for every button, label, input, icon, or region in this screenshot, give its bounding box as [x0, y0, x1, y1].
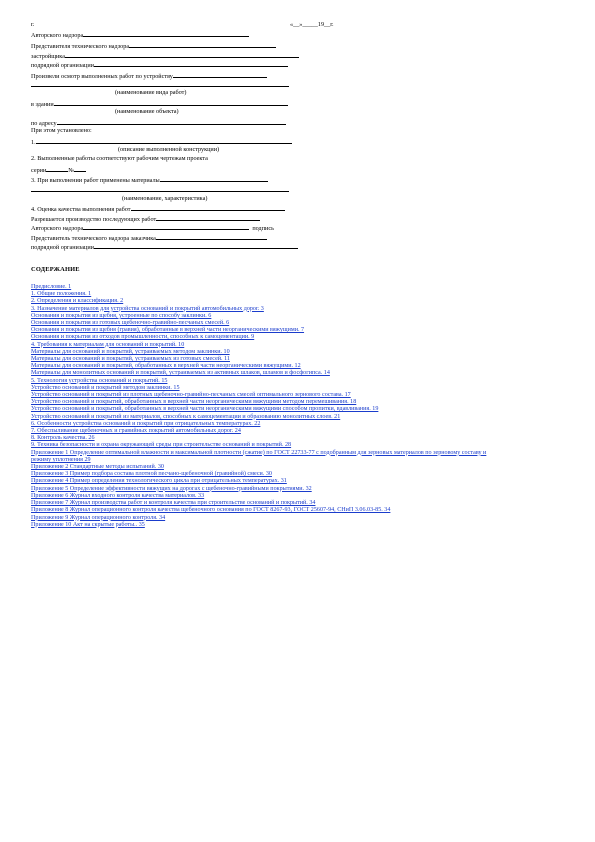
form-line: Авторского надзора [31, 30, 249, 39]
toc-title: СОДЕРЖАНИЕ [31, 266, 80, 273]
form-line: 3. При выполнении работ применены материалы [31, 175, 268, 184]
form-line: Разрешается производство последующих работ [31, 214, 260, 223]
toc-link[interactable]: Устройство оснований и покрытий из материалов, способных к самоцементации и образованию монолитных слоев. 21 [31, 413, 341, 420]
toc-link[interactable]: Приложение 9 Журнал операционного контроля. 34 [31, 514, 166, 521]
toc-link[interactable]: Основания и покрытия из щебня, устроенные по способу заклинки. 6 [31, 312, 212, 319]
toc-link[interactable]: Приложение 2 Стандартные методы испытаний. 30 [31, 464, 164, 471]
toc-link[interactable]: Устройство оснований и покрытий из плотных щебеночно-гравийно-песчаных смесей оптимального зернового состава. 17 [31, 392, 351, 399]
blank-line [31, 185, 289, 194]
form-line: Авторского надзора подпись [31, 225, 274, 232]
toc-link[interactable]: 3. Назначение материалов для устройства оснований и покрытий автомобильных дорог. 3 [31, 305, 264, 312]
toc-link[interactable]: 2. Определения и классификация. 2 [31, 298, 124, 305]
caption-materials: (наименование, характеристика) [122, 195, 208, 202]
toc-link[interactable]: Устройство оснований и покрытий, обработанных в верхней части неорганическими вяжущими способом пропитки, вдавливания. 19 [31, 406, 379, 413]
caption-construction: (описание выполненной конструкции) [118, 146, 220, 153]
form-line: подрядной организации [31, 60, 288, 69]
toc-link[interactable]: Основания и покрытия из отходов промышленности, способных к самоцементации. 9 [31, 334, 255, 341]
toc-link[interactable]: Предисловие. 1 [31, 284, 72, 290]
toc-link[interactable]: 9. Техника безопасности и охрана окружающей среды при строительстве оснований и покрытий. 28 [31, 442, 292, 449]
blank-line [31, 80, 289, 89]
toc-link[interactable]: 7. Обеспыливание щебеночных и гравийных покрытий автомобильных дорог. 24 [31, 428, 241, 435]
toc-link[interactable]: 1. Общие положения. 1 [31, 291, 92, 298]
form-line: серии № [31, 165, 86, 174]
form-line: в здании [31, 99, 288, 108]
form-line: 2. Выполненные работы соответствуют рабочим чертежам проекта [31, 155, 208, 162]
toc-link[interactable]: Приложение 4 Пример определения технологического цикла при отрицательных температурах. 31 [31, 478, 287, 485]
form-line: Представителя технического надзора [31, 41, 276, 50]
toc-link[interactable]: Приложение 1 Определение оптимальной влажности и максимальной плотности (сжатие) по ГОСТ 22733-77 с подобранным для зерновых материалов по зерновому составу и режиму уплотнения 29 [31, 449, 487, 463]
toc-link[interactable]: Материалы для монолитных оснований и покрытий, устраиваемых из активных шлаков, шламов и фосфогипса. 14 [31, 370, 330, 377]
form-line: Произвели осмотр выполненных работ по устройству [31, 71, 267, 80]
form-line: Представитель технического надзора заказчика [31, 233, 267, 242]
caption-work-type: (наименование вида работ) [115, 89, 187, 96]
toc-link[interactable]: Материалы для оснований и покрытий, устраиваемых методом заклинки. 10 [31, 348, 230, 355]
form-line: При этом установлено: [31, 127, 92, 134]
form-line: 4. Оценка качества выполнения работ [31, 204, 285, 213]
toc-link[interactable]: Устройство оснований и покрытий, обработанных в верхней части неорганическими вяжущими методом перемешивания. 18 [31, 399, 357, 406]
toc-link[interactable]: Приложение 10 Акт на скрытые работы.. 35 [31, 521, 145, 528]
toc-link[interactable]: 6. Особенности устройства оснований и покрытий при отрицательных температурах. 22 [31, 420, 261, 427]
toc-link[interactable]: 4. Требования к материалам для оснований и покрытий. 10 [31, 341, 185, 348]
toc-link[interactable]: Приложение 3 Пример подбора состава плотной песчано-щебеночной (гравийной) смеси. 30 [31, 471, 272, 478]
toc-link[interactable]: 5. Технология устройства оснований и покрытий. 15 [31, 377, 168, 384]
city-mark: г. [31, 21, 35, 28]
toc-link[interactable]: Материалы для оснований и покрытий, устраиваемых из готовых смесей. 11 [31, 356, 230, 363]
form-line: по адресу [31, 118, 286, 127]
toc-list [31, 284, 501, 529]
toc-link[interactable]: Устройство оснований и покрытий методом заклинки. 15 [31, 384, 180, 391]
toc-link[interactable]: Приложение 8 Журнал операционного контроля качества щебеночного основания по ГОСТ 8267-93, ГОСТ 25607-94, СНиП 3.06.03-85. 34 [31, 507, 391, 514]
toc-link[interactable]: Основания и покрытия из готовых щебеночно-гравийно-песчаных смесей. 6 [31, 320, 230, 327]
toc-link[interactable]: Приложение 6 Журнал входного контроля качества материалов. 33 [31, 492, 205, 499]
form-line: 1. [31, 137, 292, 146]
toc-link[interactable]: Приложение 5 Определение эффективности вяжущих на дорогах с щебеночно-гравийными покрытиями. 32 [31, 485, 312, 492]
form-line: подрядной организации [31, 242, 298, 251]
toc-link[interactable]: Материалы для оснований и покрытий, обработанных в верхней части неорганическими вяжущими. 12 [31, 363, 301, 370]
toc-link[interactable]: Приложение 7 Журнал производства работ и контроля качества при строительстве оснований и покрытий. 34 [31, 500, 316, 507]
date-line: «__»_____19__г. [290, 21, 334, 28]
toc-link[interactable]: 8. Контроль качества. 26 [31, 435, 95, 442]
toc-link[interactable]: Основания и покрытия из щебня (гравия), обработанные в верхней части неорганическими вяжущими. 7 [31, 327, 305, 334]
form-line: застройщика [31, 51, 299, 60]
caption-object: (наименование объекта) [115, 108, 179, 115]
